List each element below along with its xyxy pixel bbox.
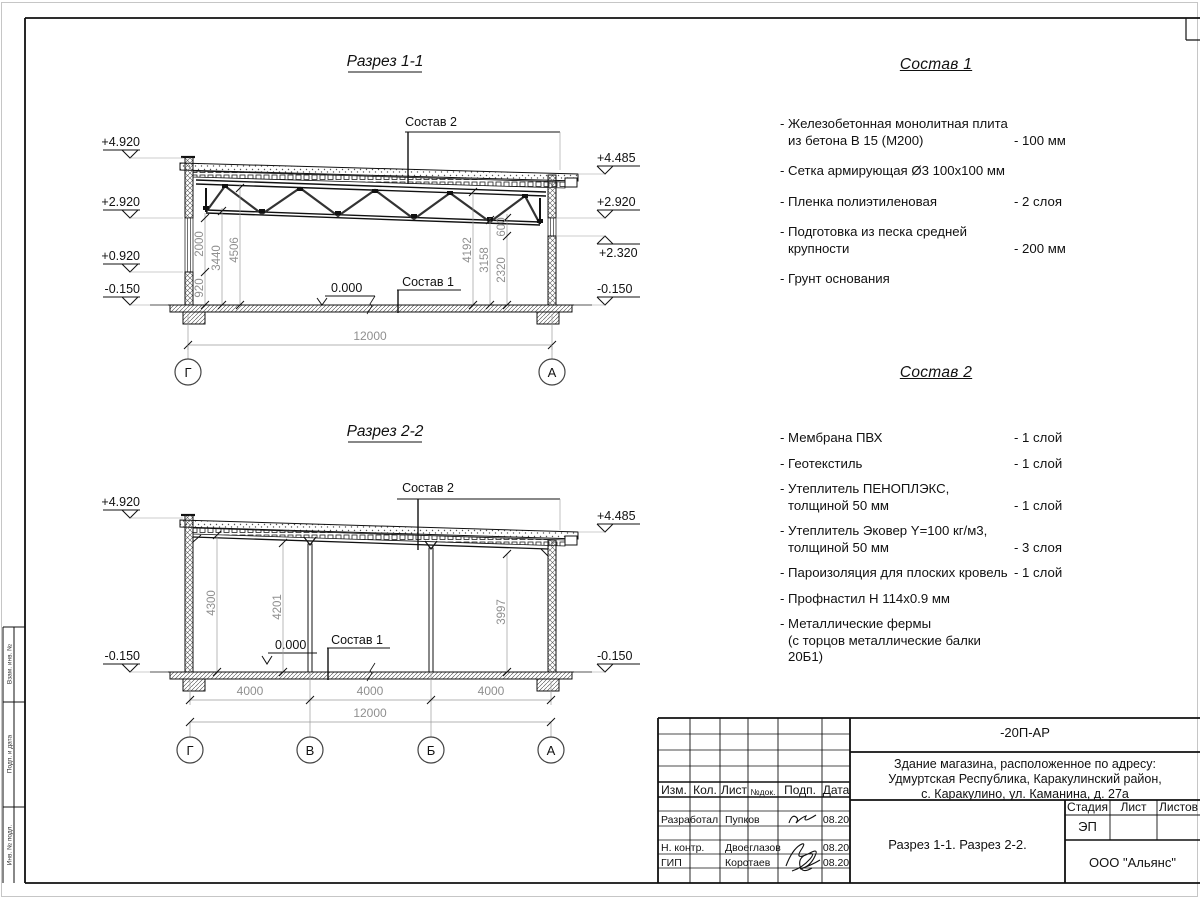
sostav2-list <box>780 364 1092 675</box>
row1-role: Разработал <box>661 814 719 826</box>
wall-right <box>548 175 556 305</box>
dim-4201: 4201 <box>272 594 284 620</box>
footing-left2 <box>183 679 205 691</box>
doc-number: -20П-АР <box>1000 725 1050 740</box>
item-text: - Мембрана ПВХ <box>780 430 883 445</box>
floor-slab <box>150 296 592 324</box>
roof-slab <box>180 157 578 188</box>
axis2-label-v: В <box>305 743 315 758</box>
sostav1-ref: Состав 1 <box>402 275 454 289</box>
row2-date: 08.20 <box>822 842 850 854</box>
dims-bottom-sec1 <box>175 314 565 385</box>
dim-12000: 12000 <box>353 329 387 343</box>
item-text: - Утеплитель ПЕНОПЛЭКС, <box>780 481 950 496</box>
item-value: - 1 слой <box>1014 565 1063 580</box>
col-header-list: Лист <box>720 783 748 797</box>
item-text: - Сетка армирующая Ø3 100х100 мм <box>780 163 1005 178</box>
list-item <box>780 271 1092 288</box>
elev2-4920: +4.920 <box>101 495 140 509</box>
footing-right <box>537 312 559 324</box>
dim-4000-1: 4000 <box>236 684 264 698</box>
elev2-minus150-l: -0.150 <box>104 649 140 663</box>
item-text: - Грунт основания <box>780 271 890 286</box>
row2-name: Двоеглазов <box>725 842 781 854</box>
col-header-kol: Кол. <box>693 783 717 797</box>
item-value: - 1 слой <box>1014 497 1063 513</box>
labels-sec2 <box>262 481 560 680</box>
elev-2920-l: +2.920 <box>101 195 140 209</box>
dim-920: 920 <box>194 278 206 298</box>
row1-name: Пупков <box>725 814 760 826</box>
sheet-title: Разрез 1-1. Разрез 2-2. <box>888 837 1027 852</box>
item-value: - 3 слоя <box>1014 539 1062 555</box>
section2-title: Разрез 2-2 <box>346 423 424 440</box>
item-text: - Пароизоляция для плоских кровель <box>780 565 1008 580</box>
item-value: - 100 мм <box>1014 132 1066 148</box>
item-text: - Подготовка из песка средней <box>780 224 967 239</box>
labels-sec1 <box>317 115 560 313</box>
signatures <box>786 815 820 871</box>
axis-label-g: Г <box>184 365 192 380</box>
side-label-inv: Инв. № подл. <box>6 824 14 866</box>
elev-minus150-r: -0.150 <box>597 282 633 296</box>
section-2-2 <box>95 415 665 775</box>
list-item <box>780 194 1092 211</box>
col-header-ndoc: №док. <box>750 787 776 797</box>
dim-3158: 3158 <box>479 247 491 273</box>
item-text: - Профнастил Н 114х0.9 мм <box>780 590 950 606</box>
dim-4192: 4192 <box>462 237 474 263</box>
window-right <box>548 218 556 236</box>
dim-4000-3: 4000 <box>477 684 505 698</box>
object-line1: Здание магазина, расположенное по адресу: <box>894 757 1156 771</box>
item-value: - 200 мм <box>1014 240 1066 256</box>
axis2-label-a: А <box>546 743 556 758</box>
dim-600: 600 <box>496 217 508 237</box>
list-item <box>780 481 1092 514</box>
footing-right2 <box>537 679 559 691</box>
dim-3440: 3440 <box>211 245 223 271</box>
list-item <box>780 591 1092 608</box>
item-text2: из бетона В 15 (М200) <box>788 132 924 148</box>
elev-0920: +0.920 <box>101 249 140 263</box>
sostav1-title: Состав 1 <box>899 56 973 73</box>
roof-truss <box>196 180 546 225</box>
item-text2: толщиной 50 мм <box>788 497 889 513</box>
axis-label-a: А <box>547 365 557 380</box>
item-text: - Утеплитель Эковер Y=100 кг/м3, <box>780 523 988 538</box>
sheet-label: Лист <box>1120 800 1147 814</box>
item-text: - Геотекстиль <box>780 455 863 471</box>
row3-role: ГИП <box>661 857 682 869</box>
side-label-podp: Подп. и дата <box>6 734 14 774</box>
zero-mark: 0.000 <box>331 281 363 295</box>
item-text: - Железобетонная монолитная плита <box>780 116 1008 131</box>
wall-left2 <box>185 515 193 672</box>
list-item <box>780 116 1092 149</box>
wall-right2 <box>548 540 556 672</box>
section1-title: Разрез 1-1 <box>346 53 424 70</box>
item-text2: крупности <box>788 240 850 256</box>
stage-value: ЭП <box>1078 819 1097 834</box>
sostav2-ref2: Состав 2 <box>402 481 454 495</box>
sostav1-list <box>780 56 1092 302</box>
item-value: - 1 слой <box>1014 455 1063 471</box>
col-header-podp: Подп. <box>784 783 816 797</box>
elevation-marks-left <box>101 135 183 305</box>
sostav2-title: Состав 2 <box>899 364 973 381</box>
row3-date: 08.20 <box>822 857 850 869</box>
dim-12000-2: 12000 <box>353 706 387 720</box>
list-item <box>780 224 1092 257</box>
company-name: ООО "Альянс" <box>1089 855 1176 870</box>
signature-1 <box>789 815 816 823</box>
zero-mark2: 0.000 <box>275 638 307 652</box>
object-line2: Удмуртская Республика, Каракулинский район, <box>888 772 1162 786</box>
item-text: - Металлические фермы <box>780 616 932 631</box>
section-1-1 <box>95 48 665 388</box>
row1-date: 08.20 <box>822 814 850 826</box>
item-text: - Пленка полиэтиленовая <box>780 193 937 209</box>
row3-name: Коротаев <box>725 857 771 869</box>
col-header-data: Дата <box>822 783 850 797</box>
dim-2000: 2000 <box>194 231 206 257</box>
item-value: - 1 слой <box>1014 430 1063 445</box>
columns <box>193 535 548 672</box>
object-line3: с. Каракулино, ул. Каманина, д. 27а <box>921 787 1129 801</box>
col-header-izm: Изм. <box>661 783 687 797</box>
dim-2320: 2320 <box>496 257 508 283</box>
window-left <box>185 218 193 272</box>
dim-4000-2: 4000 <box>356 684 384 698</box>
object-name <box>852 757 1198 802</box>
dim-4506: 4506 <box>229 237 241 263</box>
dims-bottom-sec2 <box>177 673 564 763</box>
sostav1-ref2: Состав 1 <box>331 633 383 647</box>
item-text2: толщиной 50 мм <box>788 539 889 555</box>
elev2-4485: +4.485 <box>597 509 636 523</box>
elev2-minus150-r: -0.150 <box>597 649 633 663</box>
side-label-vzam: Взам. инв. № <box>6 643 14 685</box>
elev-4485: +4.485 <box>597 151 636 165</box>
list-item <box>780 616 1092 666</box>
stage-label: Стадия <box>1067 800 1108 814</box>
list-item <box>780 565 1092 582</box>
dim-3997: 3997 <box>496 599 508 625</box>
signature-2 <box>786 844 820 871</box>
left-strip-labels <box>7 644 14 865</box>
elev-4920: +4.920 <box>101 135 140 149</box>
elev-minus150-l: -0.150 <box>104 282 140 296</box>
list-item <box>780 163 1092 180</box>
row2-role: Н. контр. <box>661 842 705 854</box>
list-item <box>780 523 1092 556</box>
list-item <box>780 430 1092 447</box>
axis2-label-b: Б <box>426 743 436 758</box>
list-item <box>780 456 1092 473</box>
dims-vertical-sec2 <box>206 531 511 676</box>
roof-end-beam2 <box>565 536 577 545</box>
axis2-label-g: Г <box>186 743 194 758</box>
sheets-label: Листов <box>1159 800 1198 814</box>
elev-2920-r: +2.920 <box>597 195 636 209</box>
wall-left <box>185 157 193 305</box>
roof-end-beam <box>565 178 577 187</box>
item-text2: (с торцов металлические балки 20Б1) <box>788 632 981 664</box>
roof-slab2 <box>180 515 578 549</box>
dim-4300: 4300 <box>206 590 218 616</box>
sostav2-ref: Состав 2 <box>405 115 457 129</box>
elev-2320: +2.320 <box>599 246 638 260</box>
footing-left <box>183 312 205 324</box>
item-value: - 2 слоя <box>1014 193 1062 209</box>
